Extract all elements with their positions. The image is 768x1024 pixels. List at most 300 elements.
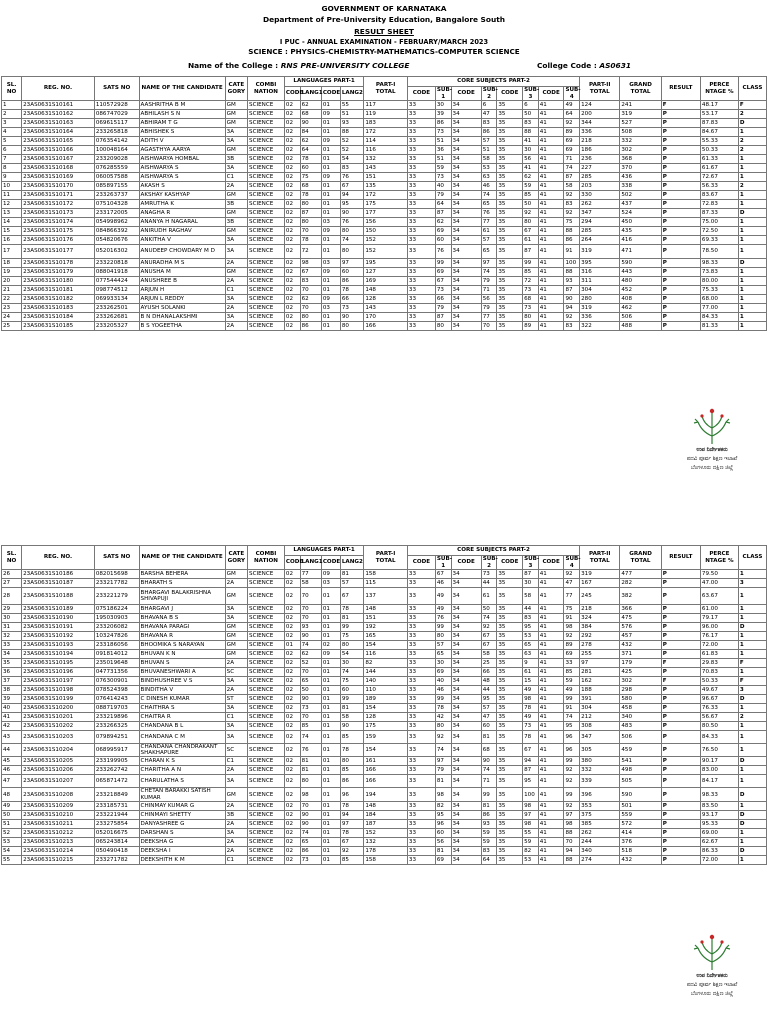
sats-no: 077544424 — [94, 277, 139, 286]
lang-code-1: 02 — [284, 173, 300, 182]
sub3-marks: 87 — [523, 766, 539, 775]
category: 3B — [225, 200, 247, 209]
percentage: 49.67 — [700, 686, 738, 695]
category: C1 — [225, 286, 247, 295]
lang1-marks: 62 — [300, 650, 321, 659]
lang-code-2: 01 — [321, 837, 340, 846]
sub-code-3: 35 — [497, 641, 523, 650]
class: 1 — [738, 245, 766, 259]
sub-code-2: 34 — [451, 659, 481, 668]
col-code: CODE — [321, 87, 340, 101]
sub-code-2: 34 — [451, 846, 481, 855]
percentage: 83.67 — [700, 191, 738, 200]
sheet-title: RESULT SHEET — [354, 27, 414, 36]
category: GM — [225, 588, 247, 605]
sats-no: 233221944 — [94, 810, 139, 819]
lang-code-2: 09 — [321, 268, 340, 277]
lang-code-1: 02 — [284, 101, 300, 110]
candidate-name: ARJUN H — [139, 286, 225, 295]
result: P — [661, 313, 700, 322]
lang1-marks: 85 — [300, 722, 321, 731]
sub2-marks: 76 — [481, 209, 497, 218]
part1-total: 166 — [364, 322, 408, 331]
sub-code-1: 33 — [407, 686, 435, 695]
sub-code-2: 34 — [451, 191, 481, 200]
lang-code-1: 02 — [284, 788, 300, 801]
percentage: 72.00 — [700, 855, 738, 864]
part2-total: 344 — [580, 119, 620, 128]
lang1-marks: 70 — [300, 614, 321, 623]
part2-total: 262 — [580, 200, 620, 209]
lang-code-1: 02 — [284, 731, 300, 744]
sl-no: 17 — [2, 245, 22, 259]
sub-code-3: 35 — [497, 837, 523, 846]
sub1-marks: 67 — [435, 570, 451, 579]
result: P — [661, 227, 700, 236]
lang-code-2: 01 — [321, 775, 340, 788]
lang2-marks: 86 — [340, 277, 363, 286]
table-row — [2, 128, 767, 137]
sub4-marks: 94 — [564, 846, 580, 855]
col-sub1: SUB-1 — [436, 556, 453, 569]
sub2-marks: 86 — [481, 810, 497, 819]
sub-code-1: 33 — [407, 164, 435, 173]
lang1-marks: 93 — [300, 623, 321, 632]
sub1-marks: 99 — [435, 623, 451, 632]
sub1-marks: 36 — [435, 146, 451, 155]
sub-code-4: 41 — [538, 259, 564, 268]
lang2-marks: 78 — [340, 605, 363, 614]
lang1-marks: 78 — [300, 191, 321, 200]
candidate-name: BHARATH S — [139, 579, 225, 588]
lang2-marks: 67 — [340, 182, 363, 191]
lang-code-2: 01 — [321, 757, 340, 766]
reg-no: 23AS0631S10184 — [22, 313, 95, 322]
combination: SCIENCE — [248, 713, 285, 722]
sub-code-1: 33 — [407, 259, 435, 268]
lang-code-1: 02 — [284, 695, 300, 704]
sub1-marks: 99 — [435, 259, 451, 268]
category: 3A — [225, 677, 247, 686]
part2-total: 324 — [580, 614, 620, 623]
lang-code-2: 02 — [321, 641, 340, 650]
grand-total: 241 — [620, 101, 661, 110]
col-lang2: LANG2 — [340, 87, 363, 101]
sub2-marks: 79 — [481, 277, 497, 286]
grand-total: 590 — [620, 259, 661, 268]
class: 1 — [738, 218, 766, 227]
lang-code-2: 01 — [321, 810, 340, 819]
sub-code-3: 35 — [497, 659, 523, 668]
sub2-marks: 65 — [481, 200, 497, 209]
grand-total: 471 — [620, 245, 661, 259]
sub-code-3: 35 — [497, 155, 523, 164]
sub-code-2: 34 — [451, 686, 481, 695]
combination: SCIENCE — [248, 801, 285, 810]
result: P — [661, 173, 700, 182]
sub-code-2: 34 — [451, 304, 481, 313]
part2-total: 375 — [580, 810, 620, 819]
grand-total: 502 — [620, 191, 661, 200]
sl-no: 45 — [2, 757, 22, 766]
sats-no: 233271782 — [94, 855, 139, 864]
lang2-marks: 97 — [340, 819, 363, 828]
sub-code-4: 41 — [538, 788, 564, 801]
candidate-name: CHARULATHA S — [139, 775, 225, 788]
sub4-marks: 74 — [564, 164, 580, 173]
lang1-marks: 86 — [300, 846, 321, 855]
sats-no: 052016302 — [94, 245, 139, 259]
sub1-marks: 81 — [435, 775, 451, 788]
sub2-marks: 48 — [481, 677, 497, 686]
col-name: NAME OF THE CANDIDATE — [139, 77, 225, 101]
sub-code-2: 34 — [451, 313, 481, 322]
col-part1: PART-I TOTAL — [364, 546, 408, 570]
result-table-page-1 — [1, 76, 767, 331]
sub1-marks: 56 — [435, 837, 451, 846]
sl-no: 39 — [2, 695, 22, 704]
seal-line-3: ಬೆಂಗಳೂರು ದಕ್ಷಿಣ ಜಿಲ್ಲೆ — [690, 991, 734, 997]
sub3-marks: 73 — [523, 286, 539, 295]
combination: SCIENCE — [248, 766, 285, 775]
lang2-marks: 80 — [340, 757, 363, 766]
sub-code-4: 41 — [538, 304, 564, 313]
result: P — [661, 788, 700, 801]
col-code: CODE — [321, 556, 340, 570]
table-row — [2, 837, 767, 846]
lang-code-2: 01 — [321, 828, 340, 837]
sl-no: 47 — [2, 775, 22, 788]
sub-code-2: 34 — [451, 819, 481, 828]
table-row — [2, 322, 767, 331]
sub3-marks: 44 — [523, 605, 539, 614]
sats-no: 054820676 — [94, 236, 139, 245]
sub-code-1: 33 — [407, 295, 435, 304]
category: 2A — [225, 801, 247, 810]
sub1-marks: 57 — [435, 641, 451, 650]
lang1-marks: 70 — [300, 588, 321, 605]
combination: SCIENCE — [248, 837, 285, 846]
sub-code-3: 35 — [497, 200, 523, 209]
sub-code-4: 41 — [538, 837, 564, 846]
sub1-marks: 69 — [435, 268, 451, 277]
part2-total: 339 — [580, 775, 620, 788]
reg-no: 23AS0631S10203 — [22, 731, 95, 744]
lang-code-1: 02 — [284, 846, 300, 855]
sub2-marks: 93 — [481, 819, 497, 828]
part1-total: 158 — [364, 855, 408, 864]
reg-no: 23AS0631S10180 — [22, 277, 95, 286]
college-label: Name of the College : — [188, 61, 279, 70]
result: P — [661, 801, 700, 810]
sub-code-4: 41 — [538, 322, 564, 331]
candidate-name: AGASTHYA AARYA — [139, 146, 225, 155]
grand-total: 462 — [620, 304, 661, 313]
grand-total: 425 — [620, 668, 661, 677]
lang1-marks: 70 — [300, 605, 321, 614]
percentage: 61.83 — [700, 650, 738, 659]
grand-total: 541 — [620, 757, 661, 766]
sub2-marks: 44 — [481, 579, 497, 588]
sub-code-2: 34 — [451, 810, 481, 819]
sub4-marks: 94 — [564, 304, 580, 313]
college-code-label: College Code : — [537, 61, 597, 70]
sub4-marks: 99 — [564, 788, 580, 801]
reg-no: 23AS0631S10172 — [22, 200, 95, 209]
sats-no: 076285559 — [94, 164, 139, 173]
sub-code-4: 41 — [538, 686, 564, 695]
part2-total: 255 — [580, 650, 620, 659]
grand-total: 576 — [620, 623, 661, 632]
government-title: GOVERNMENT OF KARNATAKA — [321, 4, 447, 13]
sub-code-1: 33 — [407, 218, 435, 227]
sub3-marks: 82 — [523, 846, 539, 855]
sl-no: 5 — [2, 137, 22, 146]
lang-code-1: 02 — [284, 322, 300, 331]
lang-code-1: 02 — [284, 286, 300, 295]
lang-code-2: 03 — [321, 579, 340, 588]
table-row — [2, 704, 767, 713]
sats-no: 085897155 — [94, 182, 139, 191]
lang-code-2: 09 — [321, 295, 340, 304]
category: 2A — [225, 277, 247, 286]
category: 3A — [225, 704, 247, 713]
sub-code-1: 33 — [407, 200, 435, 209]
sub4-marks: 92 — [564, 632, 580, 641]
sub1-marks: 92 — [435, 731, 451, 744]
class: D — [738, 695, 766, 704]
sub3-marks: 68 — [523, 295, 539, 304]
result: P — [661, 277, 700, 286]
sub4-marks: 74 — [564, 713, 580, 722]
part1-total: 159 — [364, 731, 408, 744]
col-sub4: SUB-4 — [565, 87, 581, 100]
combination: SCIENCE — [248, 668, 285, 677]
sub-code-1: 33 — [407, 677, 435, 686]
class: 1 — [738, 801, 766, 810]
lang-code-2: 09 — [321, 650, 340, 659]
sub-code-4: 41 — [538, 828, 564, 837]
lang-code-1: 01 — [284, 641, 300, 650]
table-row — [2, 268, 767, 277]
part1-total: 151 — [364, 614, 408, 623]
sub-code-1: 33 — [407, 704, 435, 713]
class: D — [738, 819, 766, 828]
grand-total: 572 — [620, 819, 661, 828]
sats-no: 088041918 — [94, 268, 139, 277]
sub-code-2: 34 — [451, 218, 481, 227]
result: P — [661, 713, 700, 722]
lang2-marks: 54 — [340, 650, 363, 659]
col-core: CORE SUBJECTS PART-2 — [407, 546, 579, 556]
class: 1 — [738, 766, 766, 775]
sub2-marks: 56 — [481, 295, 497, 304]
sub-code-2: 34 — [451, 579, 481, 588]
candidate-name: AISHWARYA HOMBAL — [139, 155, 225, 164]
lang1-marks: 90 — [300, 819, 321, 828]
sub-code-4: 41 — [538, 218, 564, 227]
sub4-marks: 99 — [564, 695, 580, 704]
candidate-name: ANURADHA M S — [139, 259, 225, 268]
sub2-marks: 74 — [481, 766, 497, 775]
lang1-marks: 70 — [300, 227, 321, 236]
sub2-marks: 50 — [481, 605, 497, 614]
sats-no: 233220818 — [94, 259, 139, 268]
result: P — [661, 579, 700, 588]
reg-no: 23AS0631S10215 — [22, 855, 95, 864]
lang2-marks: 93 — [340, 119, 363, 128]
candidate-name: ADITH V — [139, 137, 225, 146]
result: P — [661, 614, 700, 623]
sl-no: 18 — [2, 259, 22, 268]
combination: SCIENCE — [248, 236, 285, 245]
sub1-marks: 96 — [435, 819, 451, 828]
part1-total: 152 — [364, 828, 408, 837]
sub4-marks: 99 — [564, 757, 580, 766]
reg-no: 23AS0631S10192 — [22, 632, 95, 641]
lang-code-1: 02 — [284, 614, 300, 623]
category: 3A — [225, 722, 247, 731]
grand-total: 506 — [620, 313, 661, 322]
sub-code-3: 35 — [497, 268, 523, 277]
category: ST — [225, 695, 247, 704]
part1-total: 110 — [364, 686, 408, 695]
sub2-marks: 95 — [481, 695, 497, 704]
lang-code-2: 09 — [321, 570, 340, 579]
lang-code-2: 01 — [321, 632, 340, 641]
sub2-marks: 47 — [481, 110, 497, 119]
part1-total: 148 — [364, 286, 408, 295]
reg-no: 23AS0631S10202 — [22, 722, 95, 731]
part1-total: 114 — [364, 137, 408, 146]
sub3-marks: 73 — [523, 722, 539, 731]
lang-code-1: 02 — [284, 209, 300, 218]
sats-no: 233263737 — [94, 191, 139, 200]
lang-code-2: 01 — [321, 788, 340, 801]
part1-total: 161 — [364, 757, 408, 766]
table-row — [2, 722, 767, 731]
sub-code-3: 35 — [497, 295, 523, 304]
sub2-marks: 79 — [481, 304, 497, 313]
result: P — [661, 164, 700, 173]
sub1-marks: 60 — [435, 828, 451, 837]
part1-total: 132 — [364, 837, 408, 846]
lang2-marks: 58 — [340, 713, 363, 722]
sub1-marks: 87 — [435, 209, 451, 218]
col-reg: REG. NO. — [22, 77, 95, 101]
reg-no: 23AS0631S10162 — [22, 110, 95, 119]
candidate-name: CHAITHRA S — [139, 704, 225, 713]
lang1-marks: 80 — [300, 775, 321, 788]
class: 1 — [738, 164, 766, 173]
sub2-marks: 59 — [481, 828, 497, 837]
part2-total: 212 — [580, 713, 620, 722]
sats-no: 079894251 — [94, 731, 139, 744]
lang1-marks: 74 — [300, 828, 321, 837]
sub-code-1: 33 — [407, 128, 435, 137]
col-sats: SATS NO — [94, 546, 139, 570]
table-row — [2, 614, 767, 623]
lang-code-1: 02 — [284, 304, 300, 313]
combination: SCIENCE — [248, 623, 285, 632]
sub-code-2: 34 — [451, 775, 481, 788]
sub-code-3: 35 — [497, 570, 523, 579]
sub-code-1: 33 — [407, 623, 435, 632]
sl-no: 48 — [2, 788, 22, 801]
sub-code-4: 41 — [538, 677, 564, 686]
lang-code-2: 03 — [321, 304, 340, 313]
lang2-marks: 81 — [340, 704, 363, 713]
sub-code-2: 34 — [451, 295, 481, 304]
sub-code-1: 33 — [407, 766, 435, 775]
candidate-name: CHINMAY KUMAR G — [139, 801, 225, 810]
lang-code-2: 01 — [321, 236, 340, 245]
sub-code-1: 33 — [407, 828, 435, 837]
sub-code-2: 34 — [451, 137, 481, 146]
emblem-icon — [664, 932, 760, 972]
combination: SCIENCE — [248, 695, 285, 704]
lang-code-1: 02 — [284, 744, 300, 757]
grand-total: 366 — [620, 605, 661, 614]
lang-code-1: 02 — [284, 570, 300, 579]
sub4-marks: 69 — [564, 137, 580, 146]
sats-no: 233217782 — [94, 579, 139, 588]
reg-no: 23AS0631S10166 — [22, 146, 95, 155]
sub-code-3: 35 — [497, 614, 523, 623]
sub3-marks: 98 — [523, 695, 539, 704]
lang1-marks: 62 — [300, 137, 321, 146]
table-row — [2, 757, 767, 766]
part1-total: 140 — [364, 677, 408, 686]
percentage: 87.83 — [700, 119, 738, 128]
combination: SCIENCE — [248, 313, 285, 322]
sub1-marks: 97 — [435, 757, 451, 766]
sats-no: 233209028 — [94, 155, 139, 164]
result: P — [661, 632, 700, 641]
table-row — [2, 313, 767, 322]
percentage: 84.17 — [700, 775, 738, 788]
sl-no: 6 — [2, 146, 22, 155]
lang1-marks: 75 — [300, 173, 321, 182]
sats-no: 233206082 — [94, 623, 139, 632]
lang2-marks: 75 — [340, 677, 363, 686]
col-class: CLASS — [738, 546, 766, 570]
sub1-marks: 64 — [435, 200, 451, 209]
table-row — [2, 766, 767, 775]
sub-code-3: 35 — [497, 819, 523, 828]
sub4-marks: 88 — [564, 855, 580, 864]
candidate-name: B N DHANALAKSHMI — [139, 313, 225, 322]
sl-no: 41 — [2, 713, 22, 722]
table-row — [2, 164, 767, 173]
sl-no: 34 — [2, 650, 22, 659]
part1-total: 82 — [364, 659, 408, 668]
candidate-name: BARSHA BEHERA — [139, 570, 225, 579]
sub1-marks: 80 — [435, 322, 451, 331]
sub-code-1: 33 — [407, 713, 435, 722]
result: P — [661, 846, 700, 855]
class: 1 — [738, 650, 766, 659]
candidate-name: ARJUN L REDDY — [139, 295, 225, 304]
sub-code-3: 35 — [497, 164, 523, 173]
sats-no: 110572928 — [94, 101, 139, 110]
table-row — [2, 695, 767, 704]
part2-total: 280 — [580, 295, 620, 304]
sl-no: 38 — [2, 686, 22, 695]
sub-code-4: 41 — [538, 182, 564, 191]
sub3-marks: 88 — [523, 128, 539, 137]
result: P — [661, 650, 700, 659]
